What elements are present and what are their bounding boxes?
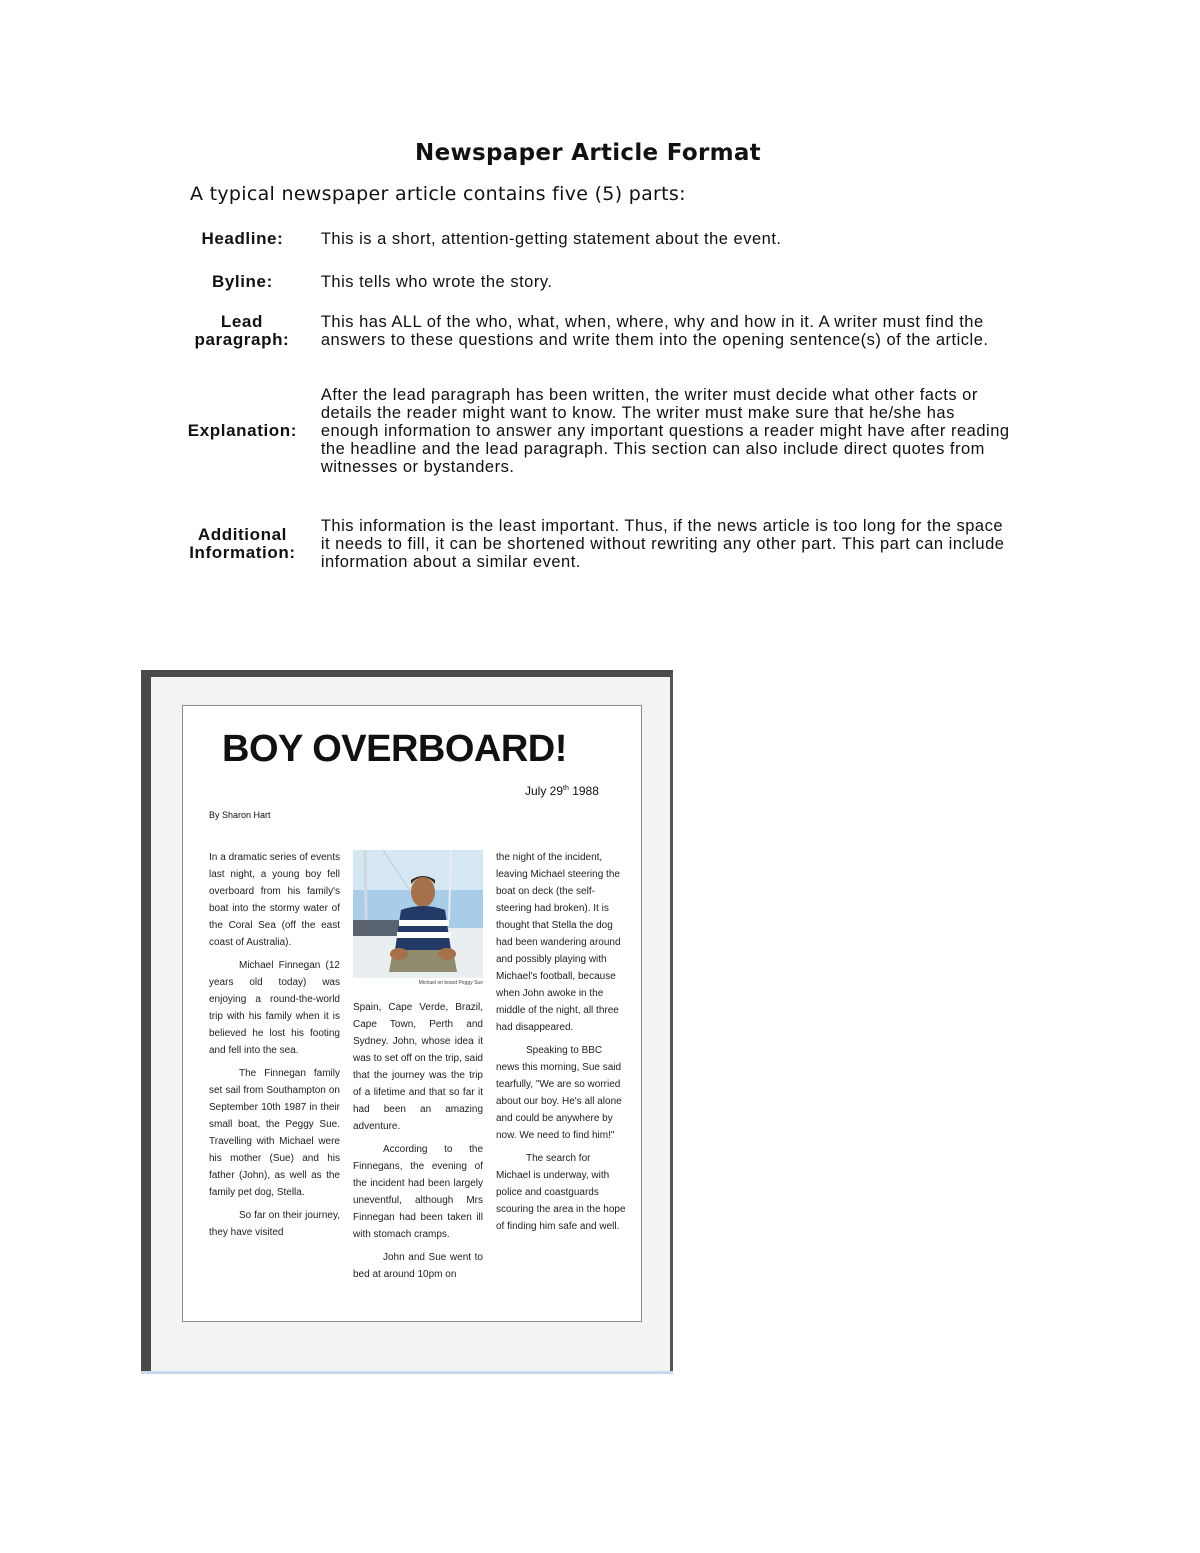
boy-on-boat-photo	[353, 850, 483, 978]
article-paragraph: Spain, Cape Verde, Brazil, Cape Town, Perth and Sydney. John, whose idea it was to set off on the trip, said that the journey was the trip of a lifetime and that so far it had been an amazing adventure.	[353, 1002, 483, 1132]
intro-text: A typical newspaper article contains five (5) parts:	[190, 183, 686, 205]
article-paragraph: So far on their journey, they have visited	[209, 1210, 340, 1238]
part-headline	[170, 230, 1010, 248]
part-description: This has ALL of the who, what, when, where, why and how in it. A writer must find the answers to these questions and write them into the opening sentence(s) of the article.	[320, 313, 989, 349]
article-paragraph: Michael Finnegan (12 years old today) was enjoying a round-the-world trip with his family when it is believed he lost his footing and fell into the sea.	[209, 960, 340, 1056]
part-description: This tells who wrote the story.	[320, 273, 553, 291]
article-column-1	[209, 849, 340, 1247]
article-byline: By Sharon Hart	[209, 810, 271, 820]
part-label: Explanation:	[187, 421, 298, 440]
part-lead-paragraph	[170, 313, 1010, 349]
part-label: Headline:	[201, 229, 284, 248]
article-paragraph: The search for Michael is underway, with police and coastguards scouring the area in the hope of finding him safe and well.	[496, 1153, 626, 1232]
part-label: Byline:	[211, 272, 273, 291]
part-description: This information is the least important. Thus, if the news article is too long for the space it needs to fill, it can be shortened without rewriting any other part. This part can include information about a similar event.	[320, 517, 1005, 571]
article-paragraph: According to the Finnegans, the evening of the incident had been largely uneventful, although Mrs Finnegan had been taken ill with stomach cramps.	[353, 1144, 483, 1240]
part-additional-information	[170, 517, 1010, 571]
part-byline	[170, 273, 1010, 291]
article-date: July 29th 1988	[525, 784, 599, 798]
article-paragraph: The Finnegan family set sail from Southampton on September 10th 1987 in their small boat, the Peggy Sue. Travelling with Michael were his mother (Sue) and his father (John), as well as the family pet dog, Stella.	[209, 1068, 340, 1198]
frame-edge	[141, 1371, 673, 1374]
article-paragraph: Speaking to BBC news this morning, Sue said tearfully, "We are so worried about our boy. He's all alone and could be anywhere by now. We need to find him!"	[496, 1045, 622, 1141]
part-label: Lead paragraph:	[194, 312, 290, 349]
article-paragraph: In a dramatic series of events last night, a young boy fell overboard from his family's boat into the stormy water of the Coral Sea (off the east coast of Australia).	[209, 852, 340, 948]
photo-caption: Michael on board Peggy Sue	[418, 980, 483, 986]
article-headline: BOY OVERBOARD!	[222, 728, 567, 770]
part-description: This is a short, attention-getting statement about the event.	[320, 230, 782, 248]
part-label: Additional Information:	[189, 525, 296, 562]
article-paragraph: John and Sue went to bed at around 10pm on	[353, 1252, 483, 1280]
article-paragraph: the night of the incident, leaving Michael steering the boat on deck (the self-steering had broken). It is thought that Stella the dog had been wandering around and possibly playing with Michael's football, because when John awoke in the middle of the night, all three had disappeared.	[496, 852, 621, 1033]
page-title: Newspaper Article Format	[415, 140, 761, 166]
article-column-2	[353, 999, 483, 1289]
part-explanation	[170, 386, 1010, 476]
article-column-3	[496, 849, 626, 1241]
part-description: After the lead paragraph has been written, the writer must decide what other facts or details the reader might want to know. The writer must make sure that he/she has enough information to answer any important questions a reader might have after reading the headline and the lead paragraph. This section can also include direct quotes from witnesses or bystanders.	[320, 386, 1010, 476]
